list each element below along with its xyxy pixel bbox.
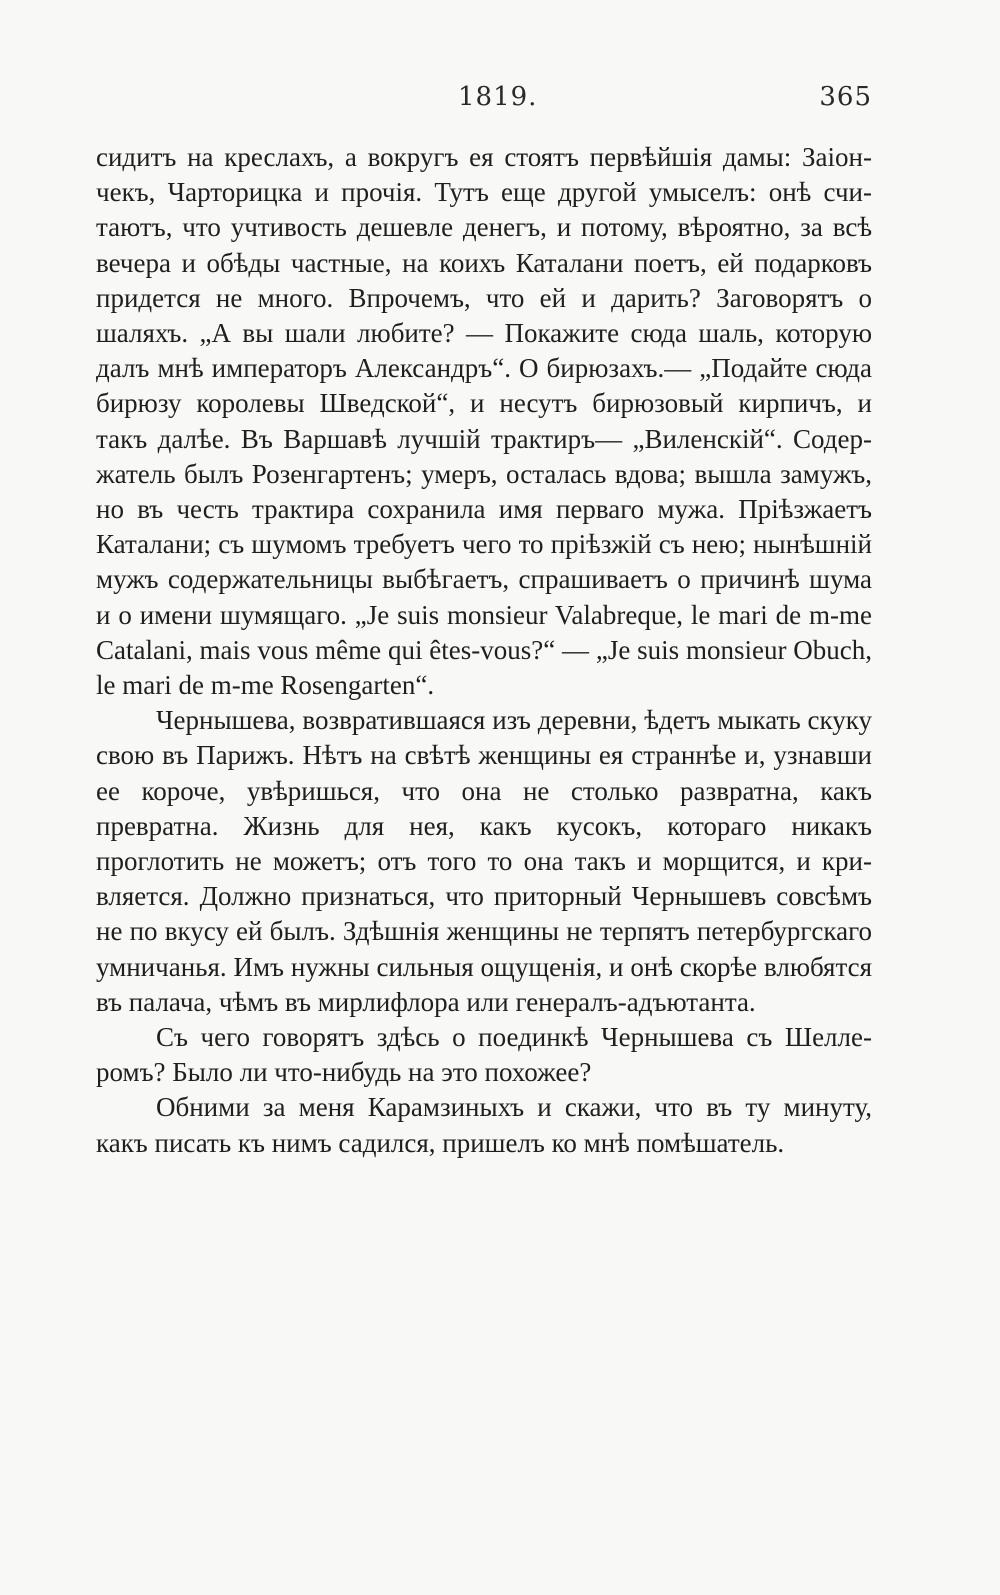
running-header-year: 1819.: [458, 82, 538, 112]
paragraph-continued: сидитъ на креслахъ, а вокругъ ея стоятъ первѣйшія дамы: Заiончекъ, Чарторицка и прочія. Тутъ еще другой умыселъ: онѣ считаютъ, что учтивость дешевле денегъ, и потому, вѣроятно, за всѣ вечера и обѣды частные, на коихъ Каталани поетъ, ей подарковъ придется не много. Впрочемъ, что ей и дарить? Заговорятъ о шаляхъ. „А вы шали любите? — Покажите сюда шаль, которую далъ мнѣ императоръ Александръ“. О бирюзахъ.— „Подайте сюда бирюзу королевы Шведской“, и несутъ бирюзовый кирпичъ, и такъ далѣе. Въ Варшавѣ лучшій трактиръ— „Виленскій“. Содержатель былъ Розенгартенъ; умеръ, осталась вдова; вышла замужъ, но въ честь трактира сохранила имя перваго мужа. Пріѣзжаетъ Каталани; съ шумомъ требуетъ чего то пріѣзжій съ нею; нынѣшній мужъ содержательницы выбѣгаетъ, спрашиваетъ о причинѣ шума и о имени шумящаго. „Je suis monsieur Valabreque, le mari de m-me Catalani, mais vous même qui êtes-vous?“ — „Je suis monsieur Obuch, le mari de m-me Rosengarten“.: [96, 142, 872, 701]
letter-body: [96, 140, 872, 1161]
page-header: [96, 82, 872, 122]
paragraph-duel-question: Съ чего говорятъ здѣсь о поединкѣ Чернышева съ Шеллеромъ? Было ли что-нибудь на это похожее?: [96, 1022, 872, 1088]
page-number: 365: [819, 82, 872, 112]
paragraph-chernysheva: Чернышева, возвратившаяся изъ деревни, ѣдетъ мыкать скуку свою въ Парижъ. Нѣтъ на свѣтѣ женщины ея страннѣе и, узнавши ее короче, увѣришься, что она не столько развратна, какъ превратна. Жизнь для нея, какъ кусокъ, котораго никакъ проглотить не можетъ; отъ того то она такъ и морщится, и кривляется. Должно признаться, что приторный Чернышевъ совсѣмъ не по вкусу ей былъ. Здѣшнія женщины не терпятъ петербургскаго умничанья. Имъ нужны сильныя ощущенія, и онѣ скорѣе влюбятся въ палача, чѣмъ въ мирлифлора или генералъ-адъютанта.: [96, 705, 872, 1017]
paragraph-karamzins: Обними за меня Карамзиныхъ и скажи, что въ ту минуту, какъ писать къ нимъ садился, пришелъ ко мнѣ помѣшатель.: [96, 1092, 872, 1158]
